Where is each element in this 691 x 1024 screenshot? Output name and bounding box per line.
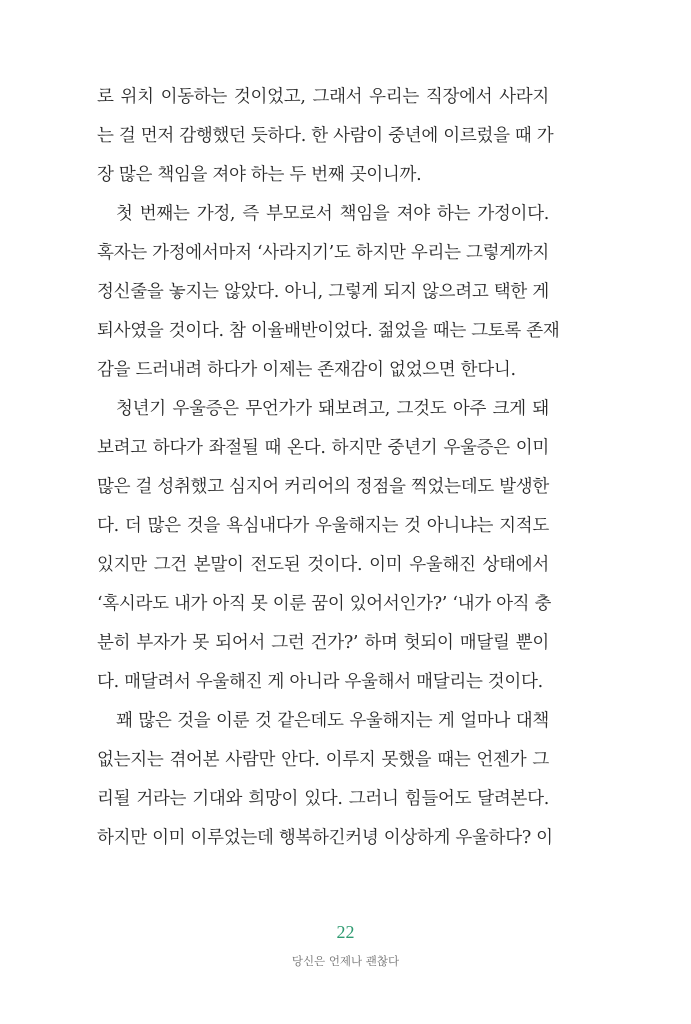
text-line: 첫 번째는 가정, 즉 부모로서 책임을 져야 하는 가정이다. (116, 204, 549, 224)
text-line: 감을 드러내려 하다가 이제는 존재감이 없었으면 한다니. (97, 360, 516, 380)
text-line: 리될 거라는 기대와 희망이 있다. 그러니 힘들어도 달려본다. (97, 789, 549, 809)
text-line: 분히 부자가 못 되어서 그런 건가?’ 하며 헛되이 매달릴 뿐이 (97, 633, 549, 653)
text-line: 청년기 우울증은 무언가가 돼보려고, 그것도 아주 크게 돼 (116, 399, 549, 419)
text-line: 정신줄을 놓지는 않았다. 아니, 그렇게 되지 않으려고 택한 게 (97, 282, 549, 302)
text-line: 있지만 그건 본말이 전도된 것이다. 이미 우울해진 상태에서 (97, 555, 549, 575)
running-footer-book-title: 당신은 언제나 괜찮다 (291, 954, 400, 968)
body-text (97, 78, 560, 858)
text-line: 꽤 많은 것을 이룬 것 같은데도 우울해지는 게 얼마나 대책 (116, 711, 549, 731)
text-line: 퇴사였을 것이다. 참 이율배반이었다. 젊었을 때는 그토록 존재 (97, 321, 560, 341)
text-line: ‘혹시라도 내가 아직 못 이룬 꿈이 있어서인가?’ ‘내가 아직 충 (97, 594, 552, 614)
page-number: 22 (336, 922, 355, 942)
text-line: 장 많은 책임을 져야 하는 두 번째 곳이니까. (97, 165, 422, 185)
text-line: 로 위치 이동하는 것이었고, 그래서 우리는 직장에서 사라지 (97, 87, 549, 107)
text-line: 혹자는 가정에서마저 ‘사라지기’도 하지만 우리는 그렇게까지 (97, 243, 549, 263)
text-line: 많은 걸 성취했고 심지어 커리어의 정점을 찍었는데도 발생한 (97, 477, 549, 497)
text-line: 는 걸 먼저 감행했던 듯하다. 한 사람이 중년에 이르렀을 때 가 (97, 126, 554, 146)
text-line: 하지만 이미 이루었는데 행복하긴커녕 이상하게 우울하다? 이 (97, 828, 553, 848)
text-line: 다. 더 많은 것을 욕심내다가 우울해지는 것 아니냐는 지적도 (97, 516, 549, 536)
text-line: 보려고 하다가 좌절될 때 온다. 하지만 중년기 우울증은 이미 (97, 438, 549, 458)
text-line: 없는지는 겪어본 사람만 안다. 이루지 못했을 때는 언젠가 그 (97, 750, 549, 770)
text-line: 다. 매달려서 우울해진 게 아니라 우울해서 매달리는 것이다. (97, 672, 543, 692)
